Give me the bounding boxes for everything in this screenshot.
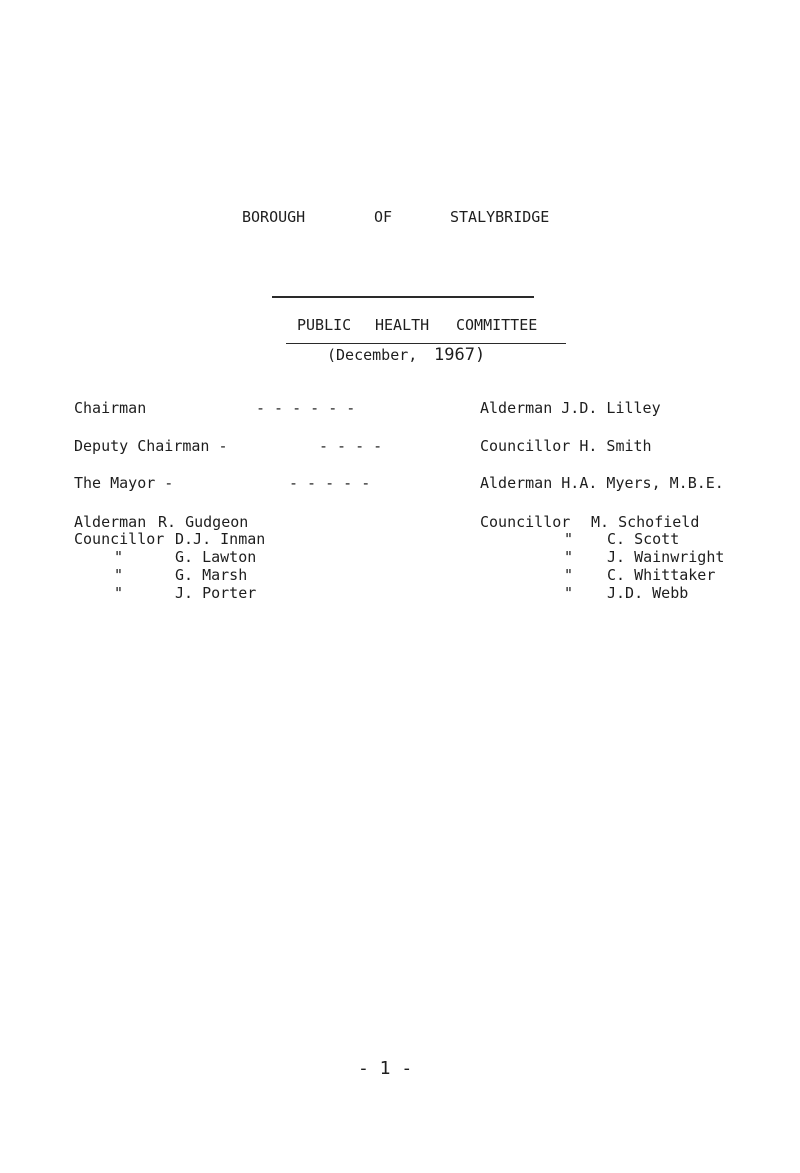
officer-dashes: - - - - -: [289, 474, 371, 492]
member-name: J. Porter: [175, 584, 257, 602]
committee-word-health: HEALTH: [375, 316, 430, 334]
heading-borough: BOROUGH: [242, 208, 306, 226]
member-prefix: Councillor: [74, 530, 165, 548]
committee-underline: [286, 343, 566, 344]
member-name: R. Gudgeon: [158, 513, 249, 531]
member-prefix: ": [564, 530, 574, 548]
date-text: (December,: [327, 346, 418, 364]
member-prefix: ": [114, 548, 124, 566]
member-name: C. Scott: [607, 530, 680, 548]
officer-role: The Mayor -: [74, 474, 174, 492]
page-number: - 1 -: [358, 1058, 413, 1079]
member-name: J.D. Webb: [607, 584, 689, 602]
heading-underline: [272, 296, 534, 298]
member-name: J. Wainwright: [607, 548, 725, 566]
member-prefix: ": [114, 566, 124, 584]
officer-dashes: - - - - - -: [256, 399, 356, 417]
heading-town: STALYBRIDGE: [450, 208, 550, 226]
officer-role: Deputy Chairman -: [74, 437, 228, 455]
member-name: G. Marsh: [175, 566, 248, 584]
member-name: C. Whittaker: [607, 566, 716, 584]
committee-word-public: PUBLIC: [297, 316, 352, 334]
member-name: G. Lawton: [175, 548, 257, 566]
committee-word-committee: COMMITTEE: [456, 316, 538, 334]
heading-of: OF: [374, 208, 393, 226]
member-name: D.J. Inman: [175, 530, 266, 548]
member-prefix: ": [564, 566, 574, 584]
member-prefix: Alderman: [74, 513, 147, 531]
officer-role: Chairman: [74, 399, 147, 417]
officer-name: Councillor H. Smith: [480, 437, 652, 455]
date-year: 1967): [434, 345, 486, 365]
officer-name: Alderman H.A. Myers, M.B.E.: [480, 474, 724, 492]
officer-dashes: - - - -: [319, 437, 383, 455]
member-name: M. Schofield: [591, 513, 700, 531]
member-prefix: Councillor: [480, 513, 571, 531]
member-prefix: ": [564, 548, 574, 566]
member-prefix: ": [564, 584, 574, 602]
member-prefix: ": [114, 584, 124, 602]
officer-name: Alderman J.D. Lilley: [480, 399, 661, 417]
